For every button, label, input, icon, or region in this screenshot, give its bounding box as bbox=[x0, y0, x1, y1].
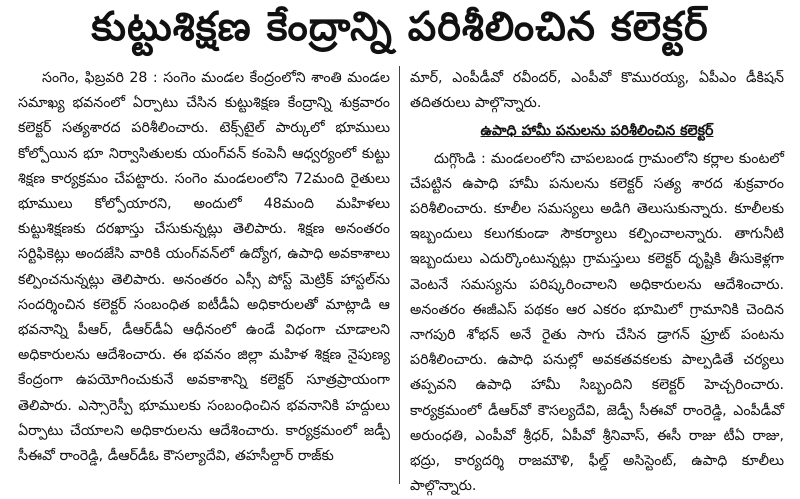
subheading bbox=[410, 119, 784, 144]
article-paragraph-sangem: సంగెం, ఫిబ్రవరి 28 : సంగెం మండల కేంద్రంలోని శాంతి మండల సమాఖ్య భవనంలో ఏర్పాటు చేసిన కుట్టుశిక్షణ కేంద్రాన్ని శుక్రవారం కలెక్టర్ సత్యశారద పరిశీలించారు. టెక్స్‌టైల్ పార్కులో భూములు కోల్పోయిన భూ నిర్వాసితులకు యంగ్‌వన్ కంపెనీ ఆధ్వర్యంలో కుట్టు శిక్షణ కార్యక్రమం చేపట్టారు. సంగెం మండలంలోని 72మంది రైతులు భూములు కోల్పోయారని, అందులో 48మంది మహిళలు కుట్టుశిక్షణకు దరఖాస్తు చేసుకున్నట్లు తెలిపారు. శిక్షణ అనంతరం సర్టిఫికెట్లు అందజేసి వారికి యంగ్‌వన్‌లో ఉద్యోగ, ఉపాధి అవకాశాలు కల్పించనున్నట్లు తెలిపారు. అనంతరం ఎస్సీ పోస్ట్ మెట్రిక్ హాస్టల్‌ను సందర్శించిన కలెక్టర్ సంబంధిత ఐటీడీఏ అధికారులతో మాట్లాడి ఆ భవనాన్ని పీఆర్, డీఆర్‌డీఏ ఆధీనంలో ఉండే విధంగా చూడాలని అధికారులను ఆదేశించారు. ఈ భవనం జిల్లా మహిళ శిక్షణ నైపుణ్య కేంద్రంగా ఉపయోగించుకునే అవకాశాన్ని కలెక్టర్ సూత్రప్రాయంగా తెలిపారు. ఎస్సారెస్పీ భూములకు సంబంధించిన భవనానికి హద్దులు ఏర్పాటు చేయాలని అధికారులను ఆదేశించారు. కార్యక్రమంలో జడ్పీ సీఈవో రాంరెడ్డి, డీఆర్‌డీఓ కౌసల్యాదేవి, తహసీల్దార్ రాజ్‌కు bbox=[18, 70, 390, 465]
article-headline: కుట్టుశిక్షణ కేంద్రాన్ని పరిశీలించిన కలెక్టర్ bbox=[91, 4, 709, 50]
left-column bbox=[18, 66, 390, 486]
article-paragraph-duggondi: దుగ్గొండి : మండలంలోని చాపలబండ గ్రామంలోని కర్లాల కుంటలో చేపట్టిన ఉపాధి హామీ పనులను కలెక్టర్ సత్య శారద శుక్రవారం పరిశీలించారు. కూలీల సమస్యలు అడిగి తెలుసుకున్నారు. కూలీలకు ఇబ్బందులు కలుగకుండా సౌకర్యాలు కల్పించాలన్నారు. తాగునీటి ఇబ్బందులు ఎదుర్కొంటున్నట్లు గ్రామస్తులు కలెక్టర్ దృష్టికి తీసుకెళ్లగా వెంటనే సమస్యను పరిష్కరించాలని అధికారులను ఆదేశించారు. అనంతరం ఈజీఎస్ పథకం ఆర ఎకరం భూమిలో గ్రామానికి చెందిన నాగపురి శోభన్ అనే రైతు సాగు చేసిన డ్రాగన్ ఫ్రూట్ పంటను పరిశీలించారు. ఉపాధి పనుల్లో అవకతవకలకు పాల్పడితే చర్యలు తప్పవని ఉపాధి హామీ సిబ్బందిని కలెక్టర్ హెచ్చరించారు. కార్యక్రమంలో డీఆర్‌వో కౌసల్యదేవి, జెడ్పీ సీఈవో రాంరెడ్డి, ఎంపీడీవో అరుంధతి, ఎంపీవో శ్రీధర్, ఏపీవో శ్రీనివాస్, ఈసీ రాజు టీఏ రాజు, భద్రు, కార్యదర్శి రాజమౌళి, ఫీల్డ్ అసిస్టెంట్, ఉపాధి కూలీలు పాల్గొన్నారు. bbox=[410, 150, 784, 495]
right-column bbox=[410, 66, 784, 495]
article-continuation: మార్, ఎంపీడీవో రవీందర్, ఎంపీవో కొమురయ్య, ఏపీఎం డీకిషన్ తదితరులు పాల్గొన్నారు. bbox=[410, 70, 784, 112]
column-divider bbox=[399, 66, 400, 484]
subheading-text: ఉపాధి హామీ పనులను పరిశీలించిన కలెక్టర్ bbox=[480, 123, 714, 140]
